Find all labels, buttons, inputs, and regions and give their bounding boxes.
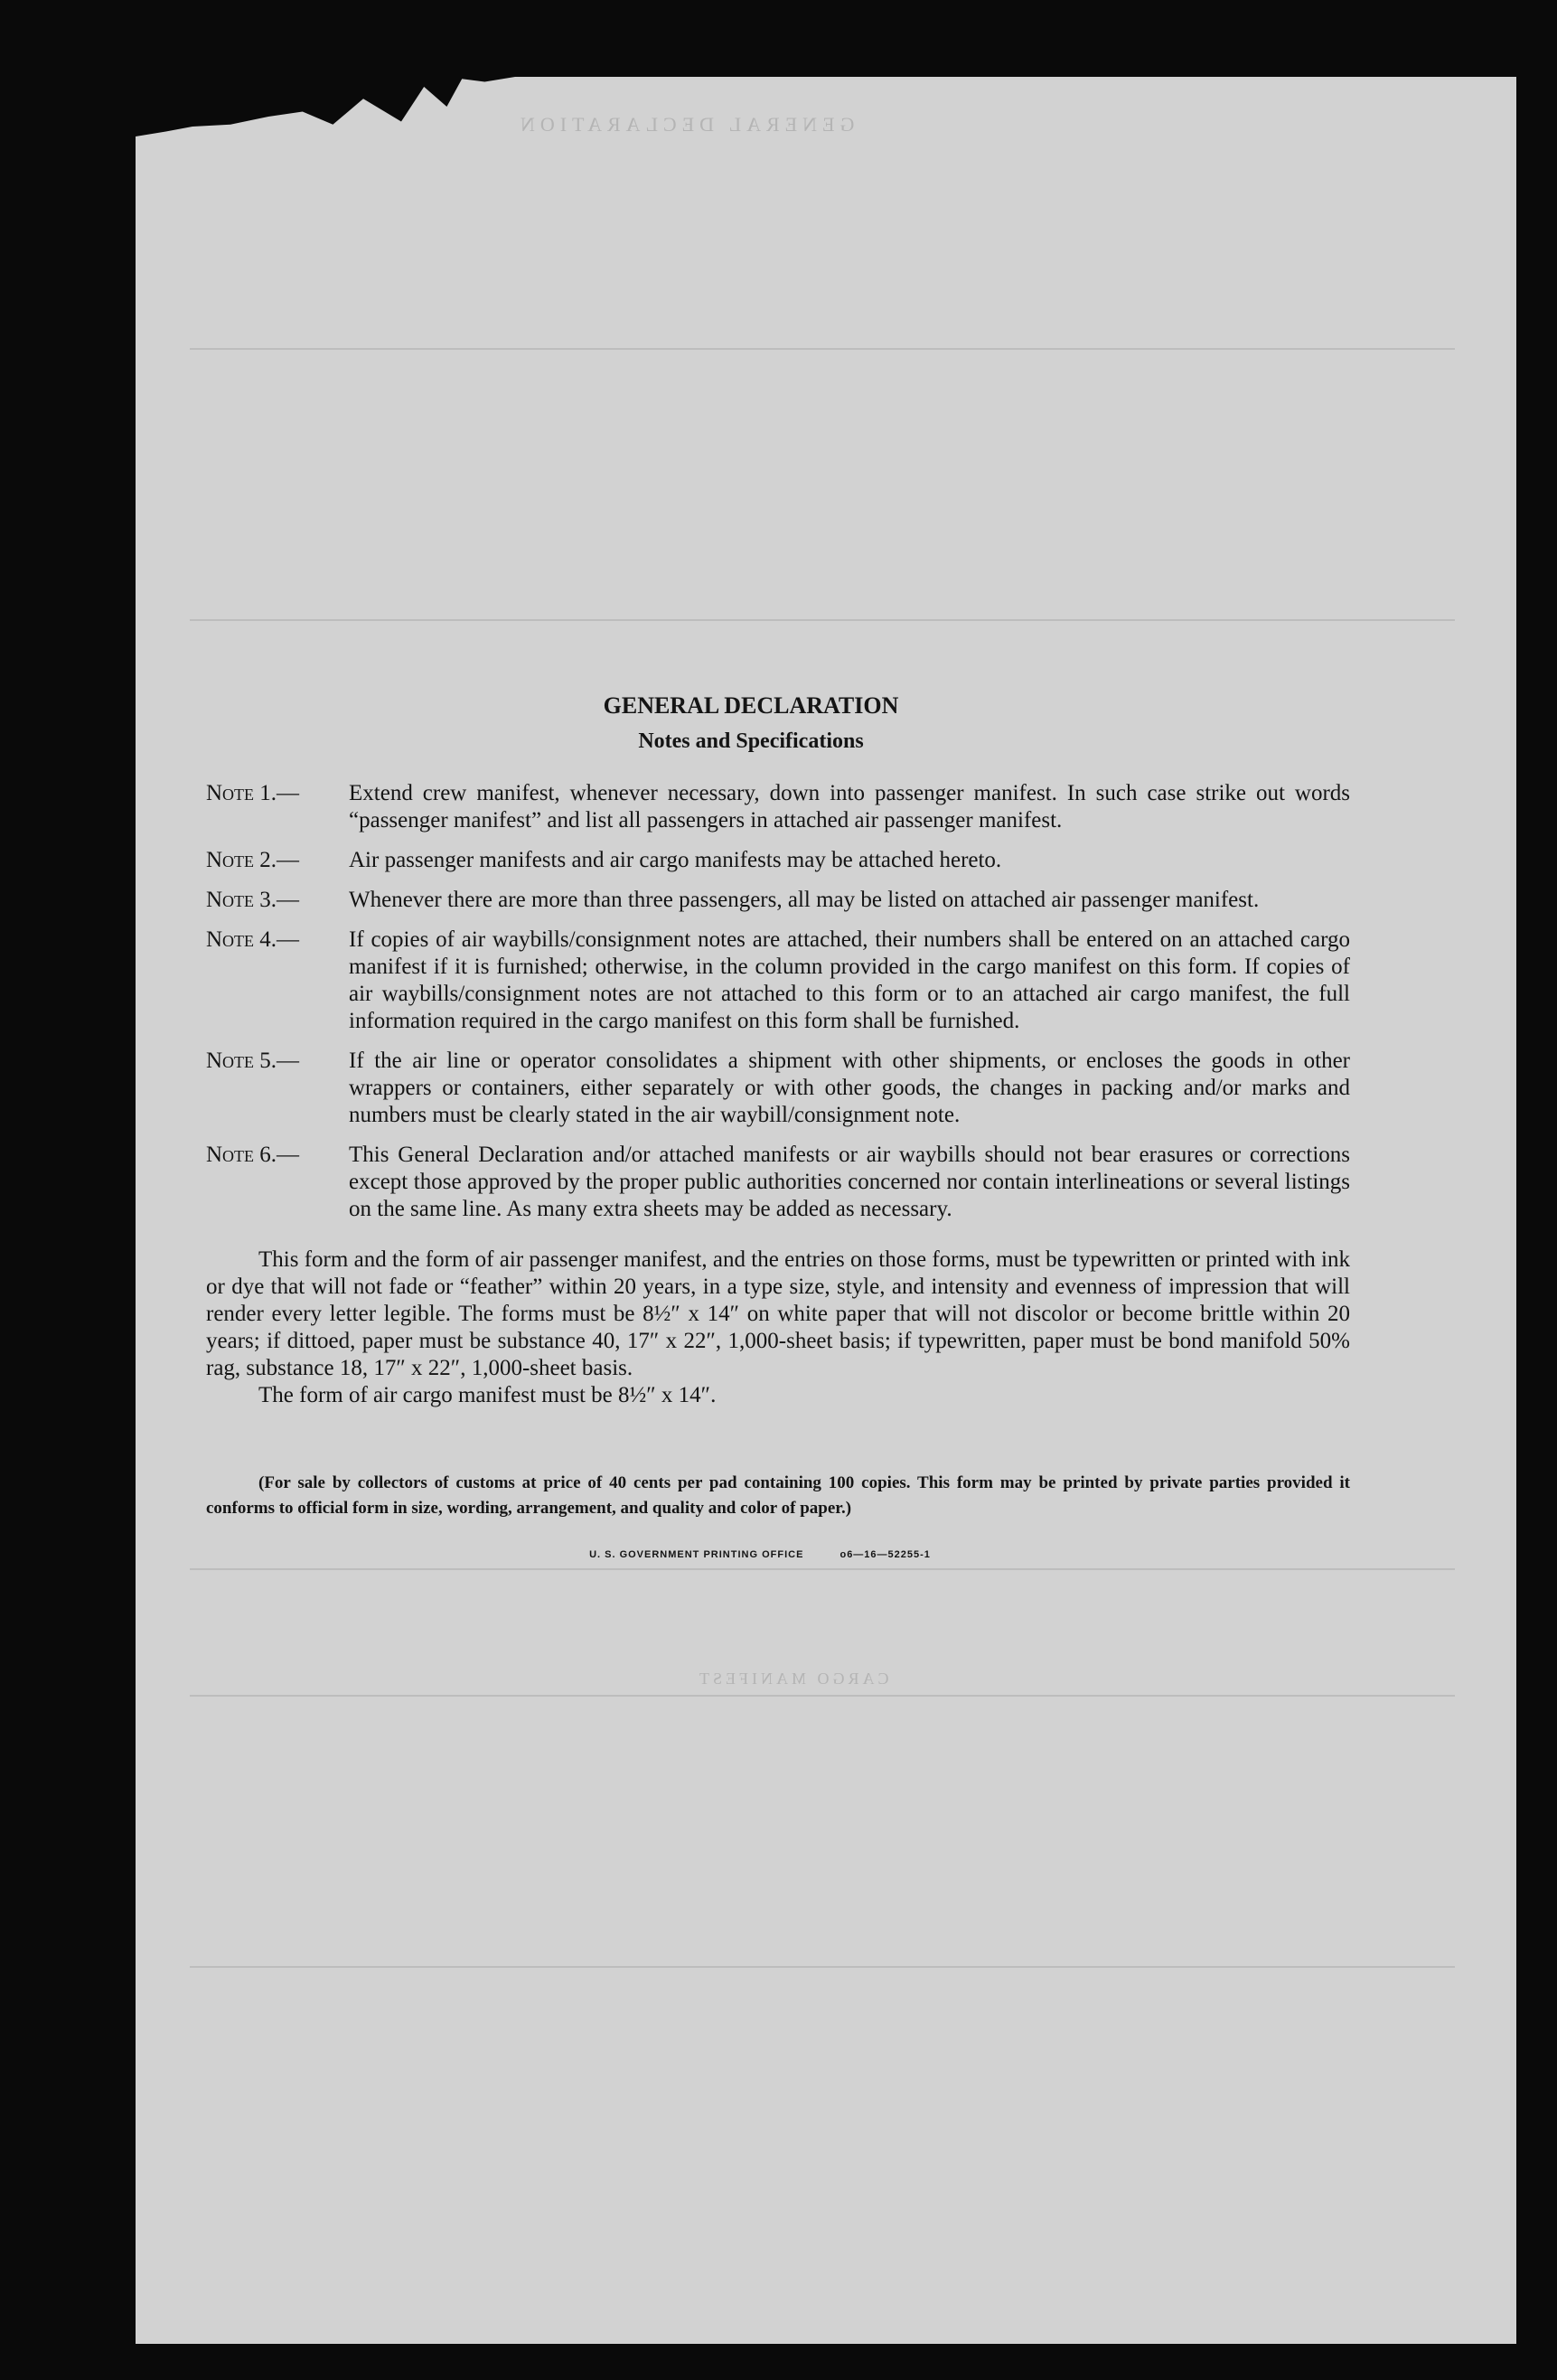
document-page [136,77,1516,2344]
note-label: Note 1.— [206,781,300,805]
notes-list [206,780,1350,1223]
note-item [206,887,1350,914]
note-label: Note 3.— [206,888,300,912]
show-through-cargo: CARGO MANIFEST [696,1670,889,1688]
show-through-rule [190,619,1455,621]
note-item [206,780,1350,834]
note-text: If the air line or operator consolidates a shipment with other shipments, or encloses the goods in other wrappers or containers, either separately or with other goods, the changes in packing and/or marks and numbers must be clearly stated in the air waybill/consignment note. [349,1049,1350,1127]
page-title: GENERAL DECLARATION [603,692,899,719]
note-text: Whenever there are more than three passengers, all may be listed on attached air passenger manifest. [349,888,1260,912]
note-label: Note 2.— [206,848,300,872]
cargo-manifest-size: The form of air cargo manifest must be 8½″ x 14″. [258,1383,717,1407]
page-subtitle: Notes and Specifications [638,729,864,753]
show-through-rule [190,1568,1455,1570]
note-item [206,1142,1350,1223]
note-label: Note 4.— [206,927,300,952]
printer-imprint [170,1541,1350,1568]
note-text: Air passenger manifests and air cargo manifests may be attached hereto. [349,848,1002,872]
note-item [206,1048,1350,1129]
specification-paragraph: This form and the form of air passenger manifest, and the entries on those forms, must be typewritten or printed with ink or dye that will not fade or “feather” within 20 years, in a type size, style, and intensity and evenness of impression that will render every letter legible. The forms must be 8½″ x 14″ on white paper that will not discolor or become brittle within 20 years; if dittoed, paper must be substance 40, 17″ x 22″, 1,000-sheet basis; if typewritten, paper must be bond manifold 50% rag, substance 18, 17″ x 22″, 1,000-sheet basis. [206,1247,1350,1380]
note-text: This General Declaration and/or attached manifests or air waybills should not bear erasures or corrections except those approved by the proper public authorities concerned nor contain interlineations or several listings on the same line. As many extra sheets may be added as necessary. [349,1143,1350,1221]
note-item [206,927,1350,1035]
note-label: Note 6.— [206,1143,300,1167]
show-through-header: GENERAL DECLARATION [515,113,855,136]
sale-note: (For sale by collectors of customs at price of 40 cents per pad containing 100 copies. This form may be printed by private parties provided it conforms to official form in size, wording, arrangement, and quality and color of paper.) [206,1473,1350,1518]
note-text: Extend crew manifest, whenever necessary, down into passenger manifest. In such case strike out words “passenger manifest” and list all passengers in attached air passenger manifest. [349,781,1350,833]
form-code: o6—16—52255-1 [839,1549,931,1560]
show-through-rule [190,348,1455,350]
show-through-rule [190,1966,1455,1968]
show-through-rule [190,1695,1455,1697]
torn-corner [136,77,515,176]
note-label: Note 5.— [206,1049,300,1073]
note-text: If copies of air waybills/consignment notes are attached, their numbers shall be entered on an attached cargo manifest if it is furnished; otherwise, in the column provided in the cargo manifest on this form. If copies of air waybills/consignment notes are not attached to this form or to an attached air cargo manifest, the full information required in the cargo manifest on this form shall be furnished. [349,927,1350,1033]
note-item [206,847,1350,874]
printer-name: U. S. GOVERNMENT PRINTING OFFICE [589,1549,804,1560]
declaration-notes [206,691,1350,1568]
